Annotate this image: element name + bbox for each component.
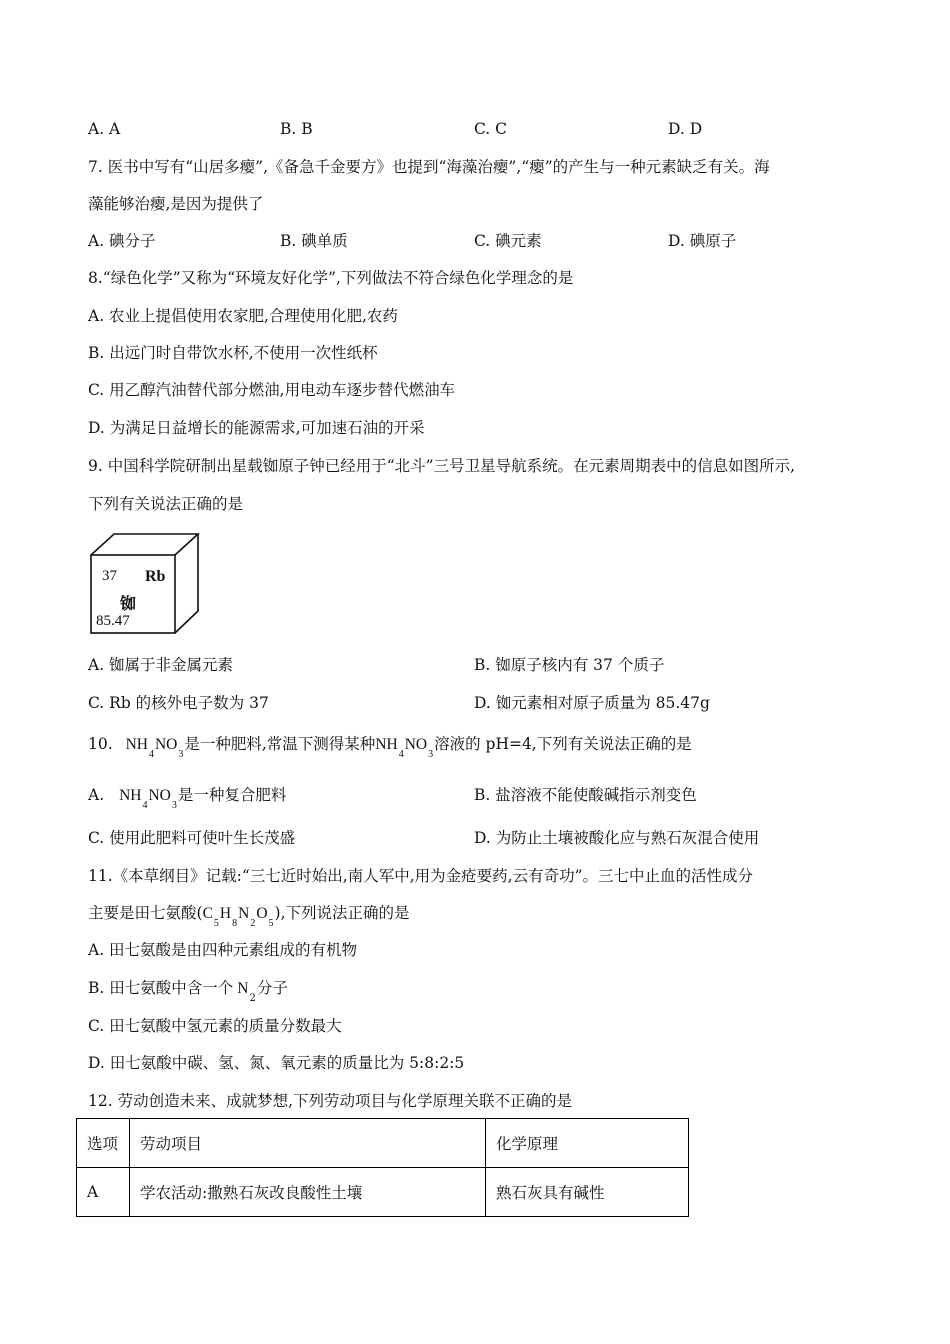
q11-line2-suffix: ),下列说法正确的是 <box>274 904 410 922</box>
table-header-project: 劳动项目 <box>130 1119 486 1168</box>
table-cell-option: A <box>77 1168 130 1217</box>
q10-option-a-prefix: A. <box>88 786 105 804</box>
q9-option-a: A. 铷属于非金属元素 <box>88 656 234 674</box>
formula-n2-sub: 2 <box>249 993 256 1004</box>
formula-c5h8n2o5 <box>202 905 275 929</box>
q10-option-b: B. 盐溶液不能使酸碱指示剂变色 <box>474 786 697 804</box>
formula-sub-3: 3 <box>171 800 177 811</box>
q10-option-d: D. 为防止土壤被酸化应与熟石灰混合使用 <box>474 829 760 847</box>
q8-option-a: A. 农业上提倡使用农家肥,合理使用化肥,农药 <box>88 307 398 325</box>
q9-stem-line2: 下列有关说法正确的是 <box>88 495 244 513</box>
q10-number: 10. <box>88 735 113 753</box>
formula-n-sub: 2 <box>250 918 256 929</box>
q7-stem-line2: 藻能够治瘿,是因为提供了 <box>88 195 264 213</box>
q8-option-b: B. 出远门时自带饮水杯,不使用一次性纸杯 <box>88 344 378 362</box>
q11-option-d: D. 田七氨酸中碳、氢、氮、氧元素的质量比为 5:8:2:5 <box>88 1054 465 1072</box>
table-cell-project: 学农活动:撒熟石灰改良酸性土壤 <box>130 1168 486 1217</box>
q11-line2-prefix: 主要是田七氨酸( <box>88 904 203 922</box>
q10-stem-text2: 溶液的 pH=4,下列有关说法正确的是 <box>434 735 692 753</box>
formula-nh: NH <box>375 736 398 753</box>
q7-option-b: B. 碘单质 <box>280 232 348 250</box>
formula-n2: N <box>237 980 249 997</box>
formula-h-sub: 8 <box>232 918 238 929</box>
formula-sub-4: 4 <box>398 749 404 760</box>
q7-option-c: C. 碘元素 <box>474 232 542 250</box>
formula-h: H <box>219 905 232 922</box>
q10-stem-text1: 是一种肥料,常温下测得某种 <box>184 735 376 753</box>
q7-stem-line1: 7. 医书中写有“山居多瘿”,《备急千金要方》也提到“海藻治瘿”,“瘿”的产生与一种元素缺乏有关。海 <box>88 158 770 176</box>
element-name: 铷 <box>120 594 137 613</box>
q11-option-c: C. 田七氨酸中氢元素的质量分数最大 <box>88 1017 342 1035</box>
q6-option-c: C. C <box>474 120 508 138</box>
q11-option-b-suffix: 分子 <box>256 979 288 997</box>
q8-option-c: C. 用乙醇汽油替代部分燃油,用电动车逐步替代燃油车 <box>88 381 456 399</box>
q6-option-b: B. B <box>280 120 313 138</box>
formula-o-sub: 5 <box>268 918 274 929</box>
q6-option-d: D. D <box>668 120 703 138</box>
formula-nh4no3 <box>125 736 185 760</box>
q11-stem-line1: 11.《本草纲目》记载:“三七近时始出,南人军中,用为金疮要药,云有奇功”。三七中止血的活性成分 <box>88 867 754 885</box>
q8-stem: 8.“绿色化学”又称为“环境友好化学”,下列做法不符合绿色化学理念的是 <box>88 269 574 287</box>
formula-o: O <box>256 905 268 922</box>
table-header-principle: 化学原理 <box>486 1119 689 1168</box>
formula-c: C <box>202 905 213 922</box>
formula-sub-4: 4 <box>148 749 154 760</box>
table-row <box>77 1168 689 1217</box>
q10-option-a-text: 是一种复合肥料 <box>177 786 287 804</box>
formula-no: NO <box>404 736 428 753</box>
table-cell-principle: 熟石灰具有碱性 <box>486 1168 689 1217</box>
table-header-row <box>77 1119 689 1168</box>
formula-nh: NH <box>119 787 142 804</box>
formula-nh4no3-2 <box>375 736 434 760</box>
q10-stem <box>88 734 692 760</box>
q11-option-b-prefix: B. 田七氨酸中含一个 <box>88 979 234 997</box>
formula-sub-4: 4 <box>142 800 148 811</box>
atomic-mass: 85.47 <box>96 613 130 629</box>
q9-option-b: B. 铷原子核内有 37 个质子 <box>474 656 665 674</box>
q6-option-a: A. A <box>88 120 121 138</box>
q7-option-a: A. 碘分子 <box>88 232 156 250</box>
formula-nh4no3-3 <box>119 787 178 811</box>
q8-option-d: D. 为满足日益增长的能源需求,可加速石油的开采 <box>88 419 425 437</box>
q10-option-c: C. 使用此肥料可使叶生长茂盛 <box>88 829 296 847</box>
atomic-number: 37 <box>102 568 117 584</box>
formula-n: N <box>238 905 250 922</box>
formula-no: NO <box>148 787 171 804</box>
q9-stem-line1: 9. 中国科学院研制出星载铷原子钟已经用于“北斗”三号卫星导航系统。在元素周期表中的信息如图所示, <box>88 457 795 475</box>
q11-option-a: A. 田七氨酸是由四种元素组成的有机物 <box>88 941 358 959</box>
table-header-option: 选项 <box>77 1119 130 1168</box>
q11-option-b <box>88 978 288 1004</box>
q11-stem-line2 <box>88 903 410 929</box>
q9-option-d: D. 铷元素相对原子质量为 85.47g <box>474 694 710 712</box>
q12-table <box>76 1118 689 1217</box>
element-symbol: Rb <box>145 568 166 585</box>
q10-option-a <box>88 785 287 811</box>
formula-sub-3: 3 <box>428 749 434 760</box>
q12-stem: 12. 劳动创造未来、成就梦想,下列劳动项目与化学原理关联不正确的是 <box>88 1092 573 1110</box>
periodic-table-cell <box>90 533 202 635</box>
formula-sub-3: 3 <box>178 749 184 760</box>
q9-option-c: C. Rb 的核外电子数为 37 <box>88 694 269 712</box>
formula-nh: NH <box>125 736 148 753</box>
q7-option-d: D. 碘原子 <box>668 232 737 250</box>
formula-c-sub: 5 <box>213 918 219 929</box>
formula-no: NO <box>154 736 178 753</box>
